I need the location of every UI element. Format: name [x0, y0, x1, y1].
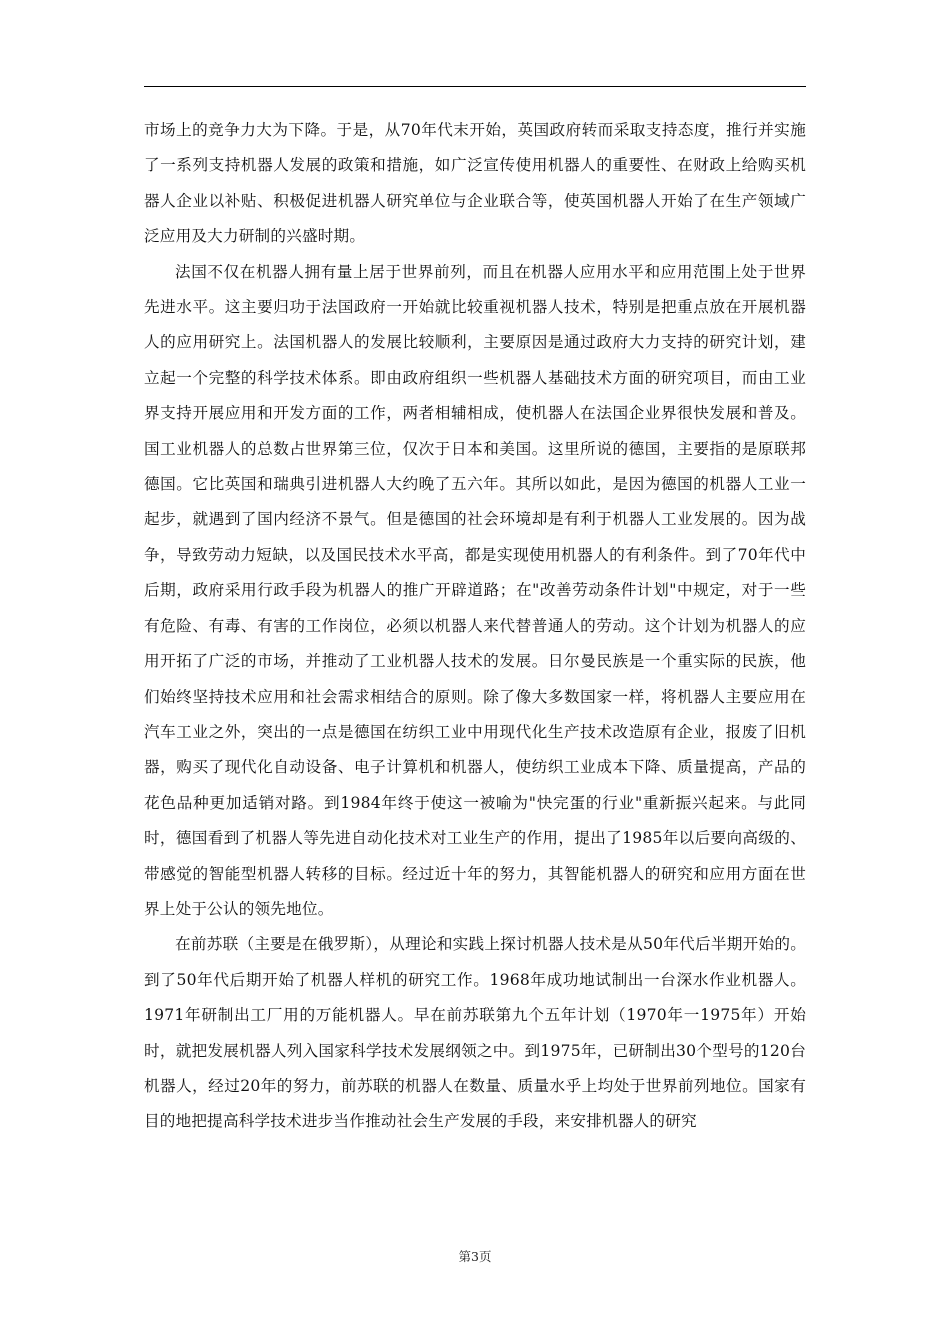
paragraph-britain: 市场上的竞争力大为下降。于是，从70年代末开始，英国政府转而采取支持态度，推行并实施了一系列支持机器人发展的政策和措施，如广泛宣传使用机器人的重要性、在财政上给购买机器人企业以补贴、积极促进机器人研究单位与企业联合等，使英国机器人开始了在生产领域广泛应用及大力研制的兴盛时期。: [144, 121, 806, 246]
paragraph-france-germany: 法国不仅在机器人拥有量上居于世界前列，而且在机器人应用水平和应用范围上处于世界先进水平。这主要归功于法国政府一开始就比较重视机器人技术，特别是把重点放在开展机器人的应用研究上。法国机器人的发展比较顺利，主要原因是通过政府大力支持的研究计划，建立起一个完整的科学技术体系。即由政府组织一些机器人基础技术方面的研究项目，而由工业界支持开展应用和开发方面的工作，两者相辅相成，使机器人在法国企业界很快发展和普及。国工业机器人的总数占世界第三位，仅次于日本和美国。这里所说的德国，主要指的是原联邦德国。它比英国和瑞典引进机器人大约晚了五六年。其所以如此，是因为德国的机器人工业一起步，就遇到了国内经济不景气。但是德国的社会环境却是有利于机器人工业发展的。因为战争，导致劳动力短缺，以及国民技术水平高，都是实现使用机器人的有利条件。到了70年代中后期，政府采用行政手段为机器人的推广开辟道路；在"改善劳动条件计划"中规定，对于一些有危险、有毒、有害的工作岗位，必须以机器人来代替普通人的劳动。这个计划为机器人的应用开拓了广泛的市场，并推动了工业机器人技术的发展。日尔曼民族是一个重实际的民族，他们始终坚持技术应用和社会需求相结合的原则。除了像大多数国家一样，将机器人主要应用在汽车工业之外，突出的一点是德国在纺织工业中用现代化生产技术改造原有企业，报废了旧机器，购买了现代化自动设备、电子计算机和机器人，使纺织工业成本下降、质量提高，产品的花色品种更加适销对路。到1984年终于使这一被喻为"快完蛋的行业"重新振兴起来。与此同时，德国看到了机器人等先进自动化技术对工业生产的作用，提出了1985年以后要向高级的、带感觉的智能型机器人转移的目标。经过近十年的努力，其智能机器人的研究和应用方面在世界上处于公认的领先地位。: [144, 262, 806, 918]
page-number: 第3页: [458, 1249, 492, 1264]
document-body: [144, 113, 806, 1140]
paragraph-soviet-union: 在前苏联（主要是在俄罗斯），从理论和实践上探讨机器人技术是从50年代后半期开始的。到了50年代后期开始了机器人样机的研究工作。1968年成功地试制出一台深水作业机器人。1971年研制出工厂用的万能机器人。早在前苏联第九个五年计划（1970年一1975年）开始时，就把发展机器人列入国家科学技术发展纲领之中。到1975年，已研制出30个型号的120台机器人，经过20年的努力，前苏联的机器人在数量、质量水乎上均处于世界前列地位。国家有目的地把提高科学技术进步当作推动社会生产发展的手段，来安排机器人的研究: [144, 935, 806, 1131]
header-rule: [144, 86, 806, 87]
